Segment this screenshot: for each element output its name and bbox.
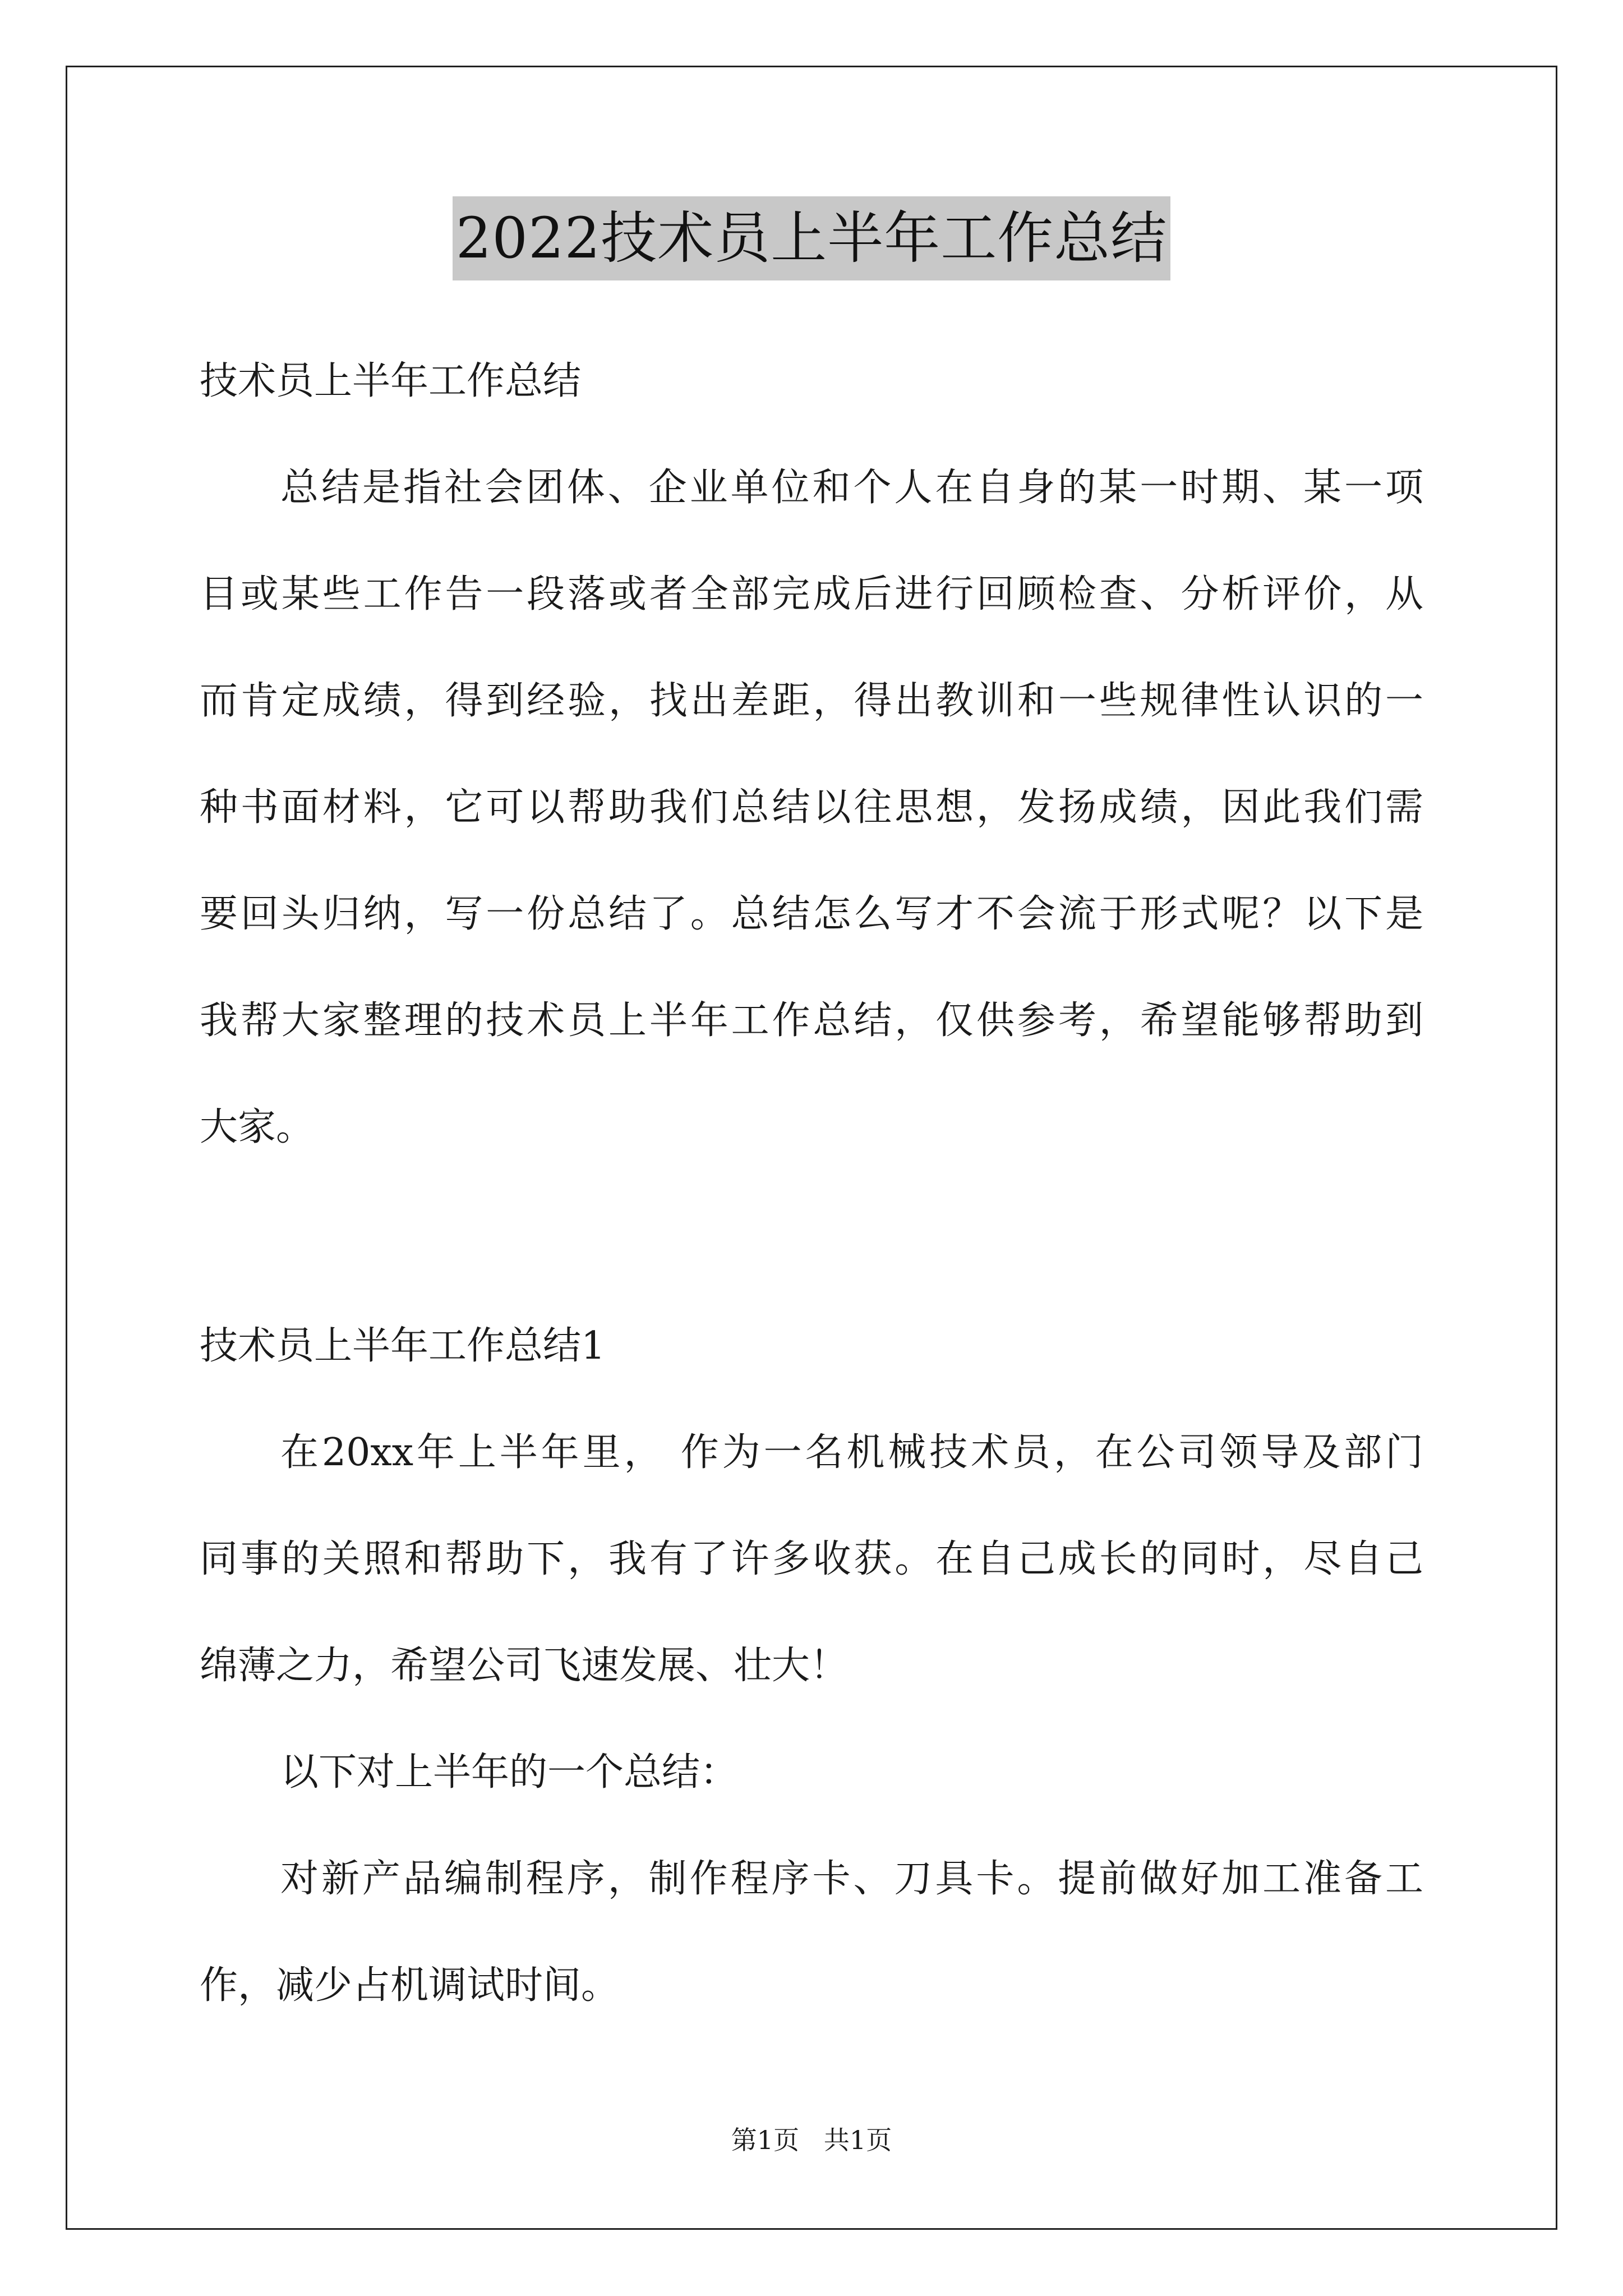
document-title: 2022技术员上半年工作总结 bbox=[453, 196, 1171, 280]
paragraph-line: 在20xx年上半年里， 作为一名机械技术员，在公司领导及部门 bbox=[280, 1430, 1423, 1475]
paragraph-line: 对新产品编制程序，制作程序卡、刀具卡。提前做好加工准备工 bbox=[280, 1857, 1423, 1901]
page-footer: 第1页 共1页 bbox=[731, 2125, 892, 2155]
paragraph-line: 作，减少占机调试时间。 bbox=[200, 1963, 620, 2008]
paragraph-line: 同事的关照和帮助下，我有了许多收获。在自己成长的同时，尽自己 bbox=[200, 1537, 1423, 1581]
title-container bbox=[0, 196, 1623, 280]
paragraph-line: 大家。 bbox=[200, 1105, 315, 1149]
paragraph-line: 我帮大家整理的技术员上半年工作总结，仅供参考，希望能够帮助到 bbox=[200, 999, 1423, 1043]
paragraph-line: 目或某些工作告一段落或者全部完成后进行回顾检查、分析评价，从 bbox=[200, 572, 1423, 616]
paragraph-line: 要回头归纳，写一份总结了。总结怎么写才不会流于形式呢？以下是 bbox=[200, 892, 1423, 936]
section-heading: 技术员上半年工作总结1 bbox=[200, 1324, 606, 1368]
section-heading: 技术员上半年工作总结 bbox=[200, 359, 582, 403]
paragraph-line: 种书面材料，它可以帮助我们总结以往思想，发扬成绩，因此我们需 bbox=[200, 785, 1423, 830]
paragraph-line: 而肯定成绩，得到经验，找出差距，得出教训和一些规律性认识的一 bbox=[200, 679, 1423, 723]
paragraph-line: 以下对上半年的一个总结： bbox=[280, 1750, 739, 1795]
paragraph-line: 绵薄之力，希望公司飞速发展、壮大！ bbox=[200, 1644, 849, 1688]
paragraph-line: 总结是指社会团体、企业单位和个人在自身的某一时期、某一项 bbox=[280, 466, 1423, 510]
